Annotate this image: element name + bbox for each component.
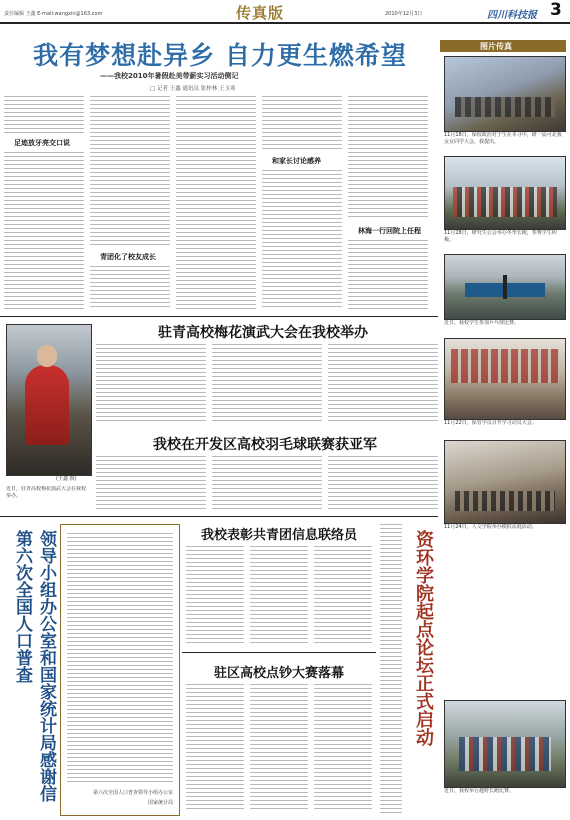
- lead-subhead-d: 林海一行回院上任程: [358, 226, 421, 235]
- lead-body-col3: [176, 96, 256, 310]
- forum-title: 资环学院起点论坛正式启动: [413, 530, 434, 746]
- plum-body-2: [212, 344, 322, 424]
- relay-body-2: [250, 684, 308, 812]
- letter-signature-2: 国家统计局: [147, 800, 173, 806]
- plum-photo: [6, 324, 92, 476]
- badminton-title: 我校在开发区高校羽毛球联赛获亚军: [153, 437, 377, 453]
- lead-subhead-a: 足迹放牙亮交口说: [14, 138, 70, 147]
- photo-4-caption: 11月22日，保管学员召开学习动员大会。: [444, 420, 537, 426]
- page-number: 3: [550, 0, 562, 20]
- letter-vertical-title: [8, 530, 58, 810]
- photo-3: [444, 254, 566, 320]
- lead-body-col2: [90, 96, 170, 248]
- masthead-date: 2010年12月3日: [385, 11, 423, 17]
- photo-5: [444, 440, 566, 524]
- photo-1-caption: 11月18日，保校政治对于生在本寻中，研一届可北我女女同学大会，我提出。: [444, 132, 562, 145]
- section-rule-3: [182, 652, 376, 653]
- lead-subhead-b: 青团化了校友成长: [100, 252, 156, 261]
- section-title: 传真版: [236, 4, 285, 22]
- masthead-info: 责任编辑 王鑫 E-mail:wangxin@163.com: [4, 11, 103, 17]
- badminton-body-3: [328, 456, 438, 512]
- photo-5-caption: 11月24日，人文学院举办模拟法庭活动。: [444, 524, 537, 530]
- lead-body-col5b: [348, 240, 428, 310]
- volunteer-body-1: [186, 546, 244, 646]
- letter-body: [67, 533, 173, 785]
- lead-byline: □ 记者 王鑫 通讯员 张梓林 王玉寒: [150, 86, 236, 92]
- letter-signature: 第六次全国人口普查领导小组办公室: [92, 790, 173, 796]
- photo-1: [444, 56, 566, 132]
- relay-title: 驻区高校点钞大赛落幕: [213, 666, 344, 681]
- plum-body-1: [96, 344, 206, 424]
- relay-body-1: [186, 684, 244, 812]
- lead-body-col1: [4, 96, 84, 134]
- photo-3-caption: 近日，我校学生参加乒乓球比赛。: [444, 320, 520, 326]
- badminton-body-2: [212, 456, 322, 512]
- photo-2-caption: 11月28日，研究生公会举办冬季长跑，参赛学生积极。: [444, 230, 557, 243]
- masthead: [0, 0, 570, 22]
- relay-body-3: [314, 684, 372, 812]
- brand-logo: 四川科技报: [487, 10, 537, 21]
- plum-title: 驻青高校梅花演武大会在我校举办: [158, 325, 368, 341]
- volunteer-title: 我校表彰共青团信息联络员: [200, 528, 357, 543]
- badminton-body-1: [96, 456, 206, 512]
- photo-4: [444, 338, 566, 420]
- section-rule-1: [0, 316, 438, 317]
- volunteer-body-2: [250, 546, 308, 646]
- lead-subhead-c: 和家长讨论感养: [272, 156, 321, 165]
- lead-body-col4: [262, 96, 342, 152]
- photo-column-tag: [440, 40, 566, 52]
- lead-body-col1b: [4, 152, 84, 310]
- column-tag-label: 图片传真: [480, 42, 512, 51]
- masthead-rule: [0, 22, 570, 24]
- volunteer-body-3: [314, 546, 372, 646]
- photo-2: [444, 156, 566, 230]
- photo-6-caption: 近日，我校举行越野长跑比赛。: [444, 788, 515, 794]
- lead-subhead: ——我校2010年暑假赴美带薪实习活动侧记: [100, 72, 239, 80]
- forum-body: [380, 524, 402, 814]
- photo-6: [444, 700, 566, 788]
- letter-box: [60, 524, 180, 816]
- section-rule-2: [0, 516, 438, 517]
- plum-photo-caption: 近日，驻青高校梅花演武大会在我校举办。: [6, 486, 87, 499]
- lead-body-col5: [348, 96, 428, 220]
- lead-headline: 我有梦想赴异乡 自力更生燃希望: [33, 41, 407, 70]
- plum-body-3: [328, 344, 438, 424]
- letter-title: 领导小组办公室和国家统计局感谢信 第六次全国人口普查: [12, 530, 56, 802]
- plum-photo-credit: (王鑫 摄): [56, 476, 77, 482]
- lead-body-col2b: [90, 266, 170, 310]
- lead-body-col4b: [262, 170, 342, 310]
